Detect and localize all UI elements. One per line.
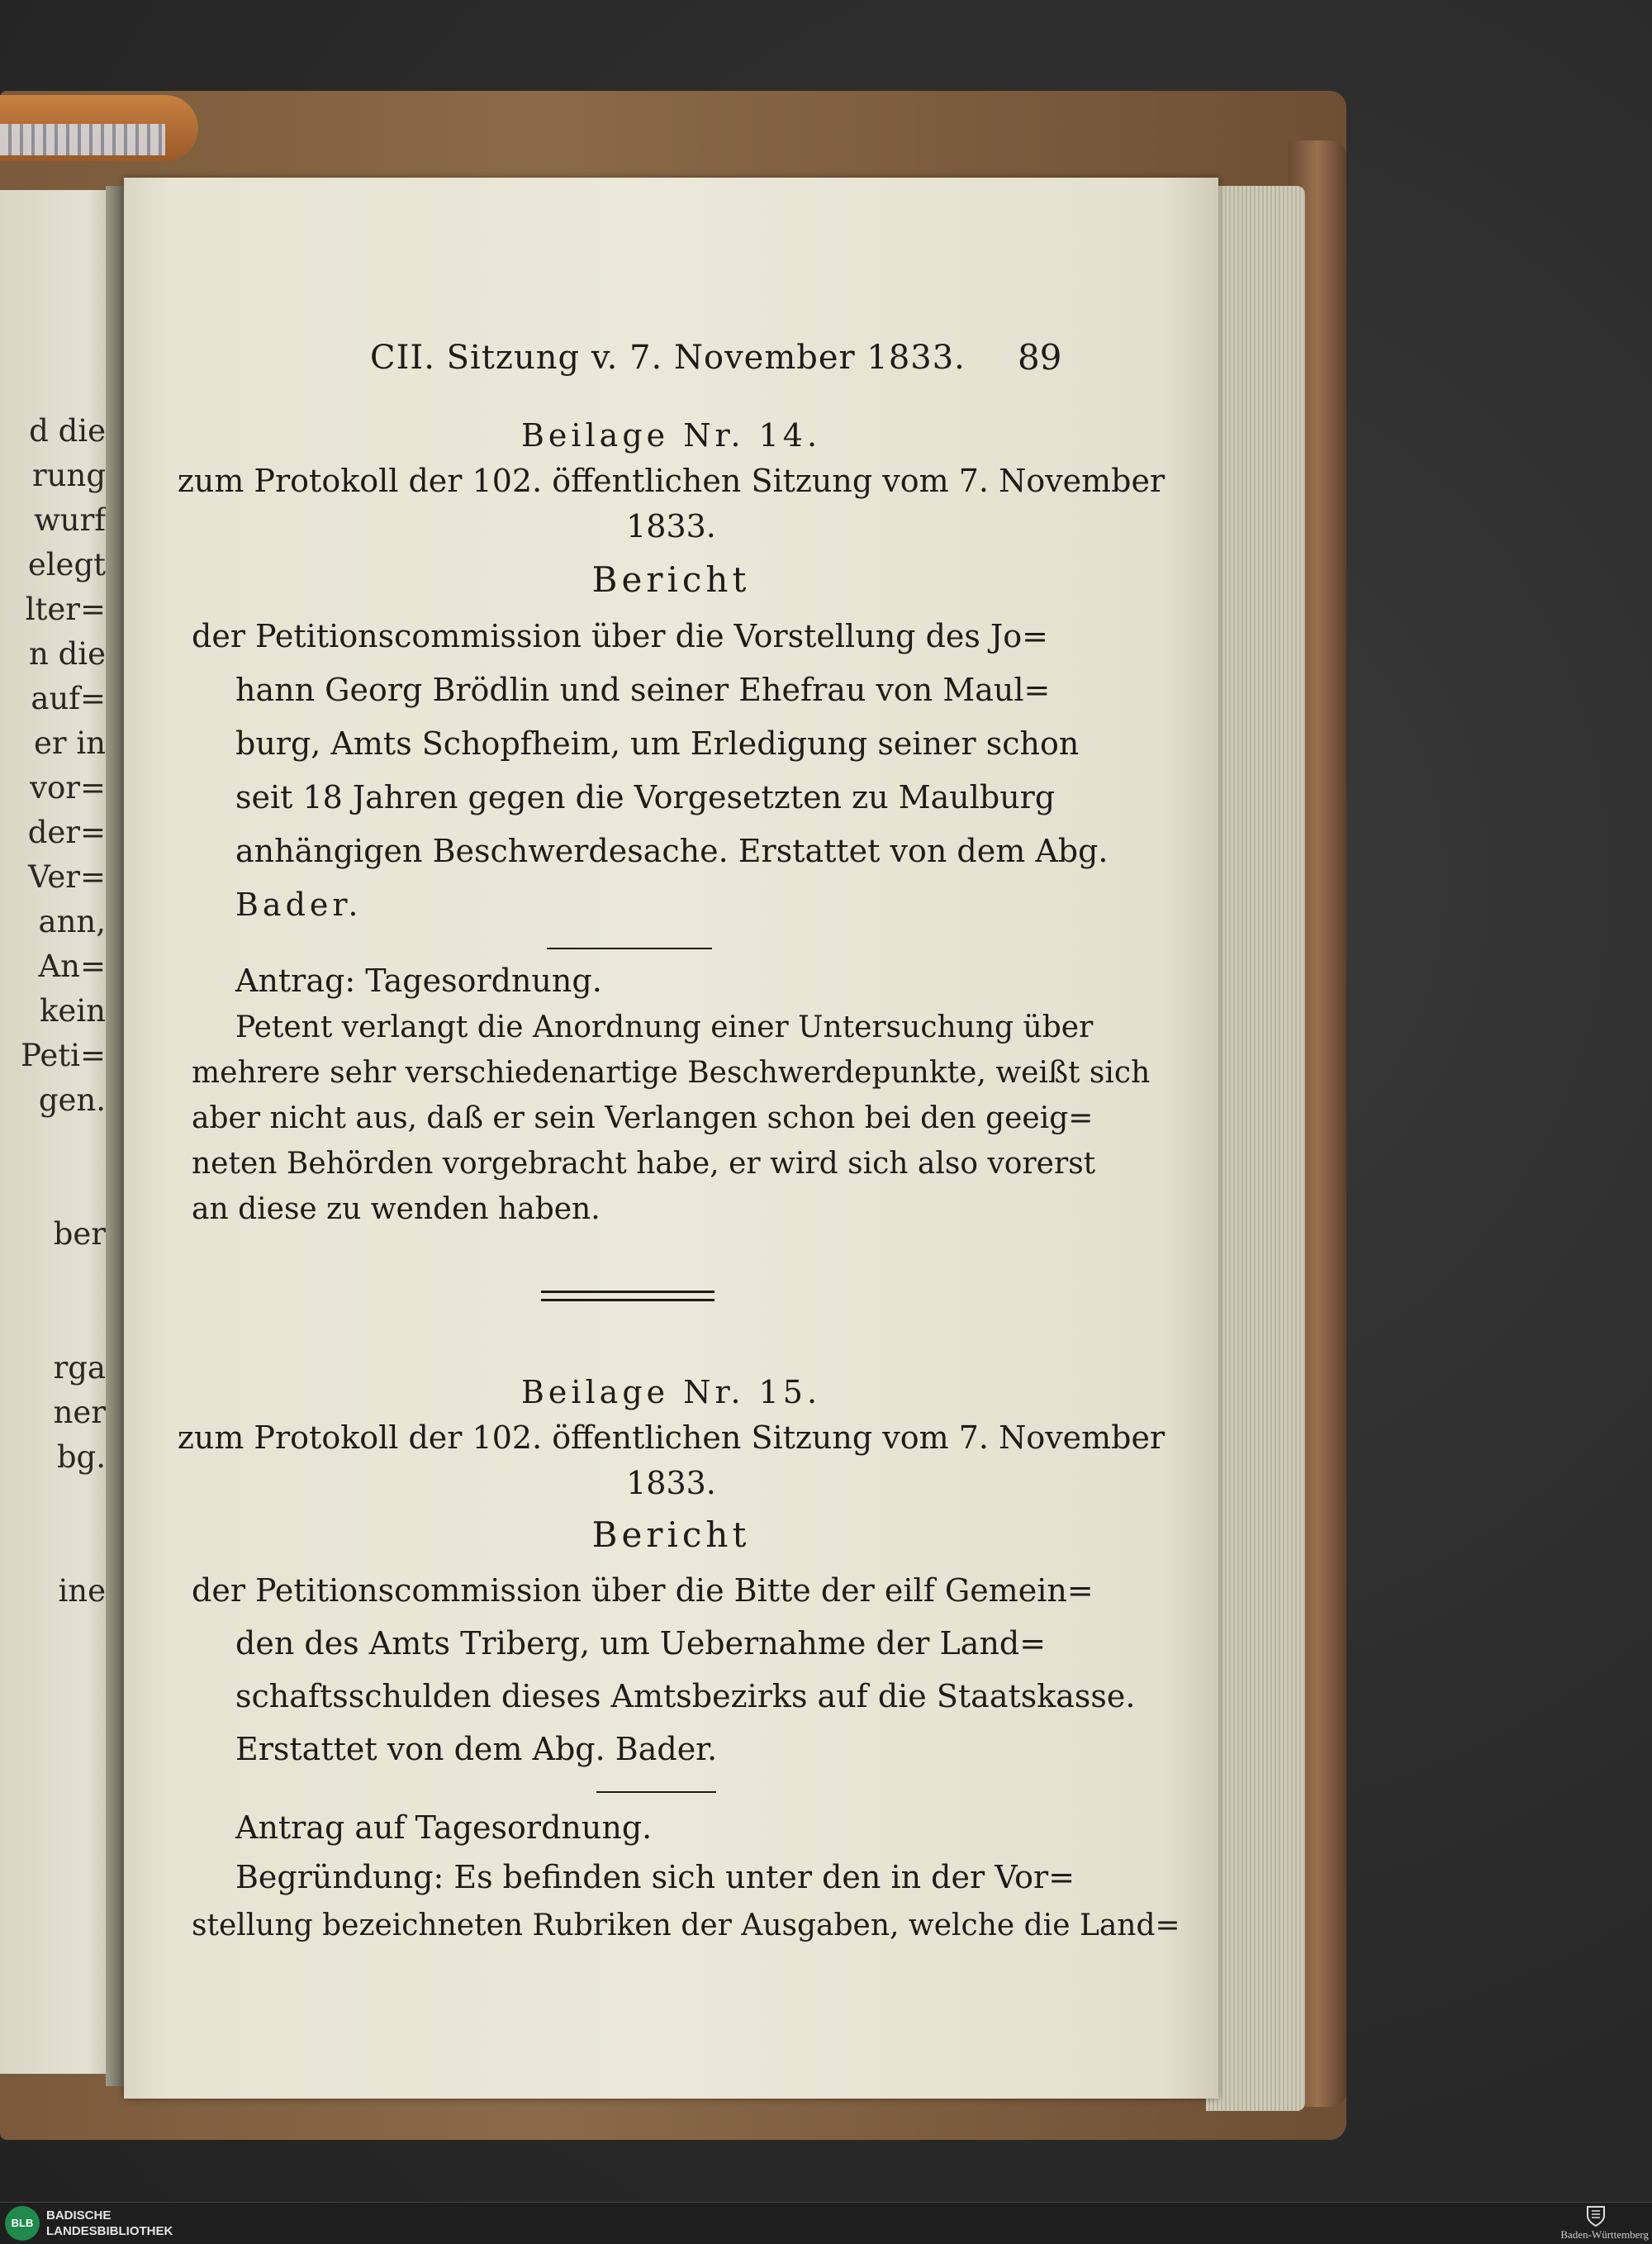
left-page-fragment: ner: [53, 1395, 106, 1430]
left-page-fragment: lter=: [25, 592, 106, 627]
b14-antrag: Antrag: Tagesordnung.: [235, 963, 602, 999]
left-page-fragment: ine: [58, 1573, 106, 1609]
beilage-14-title: Beilage Nr. 14.: [520, 417, 822, 454]
left-page-fragment: bg.: [56, 1439, 106, 1475]
b14-report-line-6: Bader.: [235, 887, 363, 923]
b14-body-line-2: mehrere sehr verschiedenartige Beschwerdepunkte, weißt sich: [192, 1056, 1151, 1090]
left-page-fragment: Ver=: [28, 859, 106, 895]
coat-of-arms-icon: [1584, 2204, 1607, 2227]
left-page-fragment: [0, 1480, 106, 1524]
running-title: CII. Sitzung v. 7. November 1833.: [370, 339, 966, 377]
left-page-fragment: kein: [40, 993, 106, 1029]
left-page-fragment: n die: [28, 636, 106, 672]
left-page-fragment: er in: [33, 725, 106, 761]
left-page-fragment: rung: [31, 458, 106, 493]
beilage-14-year: 1833.: [626, 508, 716, 544]
b14-body-line-4: neten Behörden vorgebracht habe, er wird sich also vorerst: [192, 1147, 1096, 1181]
b14-report-line-5: anhängigen Beschwerdesache. Erstattet von dem Abg.: [235, 833, 1108, 869]
b15-antrag: Antrag auf Tagesordnung.: [235, 1809, 653, 1846]
b15-body-line-2: stellung bezeichneten Rubriken der Ausgaben, welche die Land=: [192, 1909, 1180, 1942]
beilage-14-bericht: Bericht: [591, 559, 751, 600]
left-page-fragment: Peti=: [21, 1038, 106, 1073]
left-page-fragment: [0, 1167, 106, 1212]
left-page-fragment: d die: [29, 413, 106, 449]
left-page-fragment: gen.: [38, 1082, 106, 1118]
left-page-fragment: wurf: [34, 502, 106, 538]
left-page-fragment: der=: [27, 815, 106, 850]
blb-logo-icon[interactable]: BLB: [5, 2206, 40, 2241]
left-page-fragment: An=: [38, 948, 106, 984]
double-rule-top: [541, 1291, 714, 1293]
beilage-14-subtitle: zum Protokoll der 102. öffentlichen Sitzung vom 7. November: [177, 463, 1165, 499]
library-name: [46, 2208, 173, 2239]
b14-body-line-3: aber nicht aus, daß er sein Verlangen schon bei den geeig=: [192, 1101, 1094, 1135]
double-rule-bottom: [541, 1299, 714, 1301]
b14-body-line-1: Petent verlangt die Anordnung einer Untersuchung über: [235, 1010, 1094, 1044]
b15-body-line-1: Begründung: Es befinden sich unter den in der Vor=: [235, 1859, 1075, 1895]
left-page-fragment: ber: [53, 1216, 106, 1252]
b15-report-line-4: Erstattet von dem Abg. Bader.: [235, 1731, 718, 1767]
library-name-line-1: BADISCHE: [46, 2208, 112, 2223]
left-page-fragment: elegt: [27, 547, 106, 582]
library-name-line-2: LANDESBIBLIOTHEK: [46, 2224, 173, 2238]
b15-report-line-3: schaftsschulden dieses Amtsbezirks auf die Staatskasse.: [235, 1678, 1136, 1714]
beilage-15-year: 1833.: [626, 1465, 716, 1501]
left-page-fragment: auf=: [31, 681, 106, 716]
headband: [0, 124, 165, 155]
beilage-15-subtitle: zum Protokoll der 102. öffentlichen Sitzung vom 7. November: [177, 1419, 1165, 1456]
short-rule-1: [547, 948, 712, 949]
left-page-fragment: [0, 1301, 106, 1346]
left-page-fragment: ann,: [38, 904, 106, 939]
beilage-15-bericht: Bericht: [591, 1514, 751, 1555]
left-page-fragment: [0, 1524, 106, 1569]
left-page-fragment: rga: [53, 1350, 106, 1386]
b14-report-line-2: hann Georg Brödlin und seiner Ehefrau von Maul=: [235, 672, 1051, 708]
beilage-15-title: Beilage Nr. 15.: [520, 1374, 822, 1410]
left-page-fragment: [0, 1257, 106, 1301]
b15-report-line-1: der Petitionscommission über die Bitte der eilf Gemein=: [192, 1572, 1094, 1609]
b14-body-line-5: an diese zu wenden haben.: [192, 1192, 601, 1226]
left-page-text: [0, 409, 106, 1614]
page-edges: [1206, 186, 1305, 2111]
b15-report-line-2: den des Amts Triberg, um Uebernahme der Land=: [235, 1625, 1047, 1662]
left-page-fragment: vor=: [30, 770, 106, 806]
footer-bar: [0, 2202, 1652, 2244]
state-name: Baden-Württemberg: [1560, 2228, 1649, 2241]
b14-report-line-3: burg, Amts Schopfheim, um Erledigung seiner schon: [235, 725, 1080, 762]
page-number: 89: [1018, 337, 1062, 378]
left-page-fragment: [0, 1123, 106, 1167]
b14-report-line-1: der Petitionscommission über die Vorstellung des Jo=: [192, 618, 1048, 654]
short-rule-2: [596, 1791, 716, 1793]
b14-report-line-4: seit 18 Jahren gegen die Vorgesetzten zu Maulburg: [235, 779, 1056, 815]
